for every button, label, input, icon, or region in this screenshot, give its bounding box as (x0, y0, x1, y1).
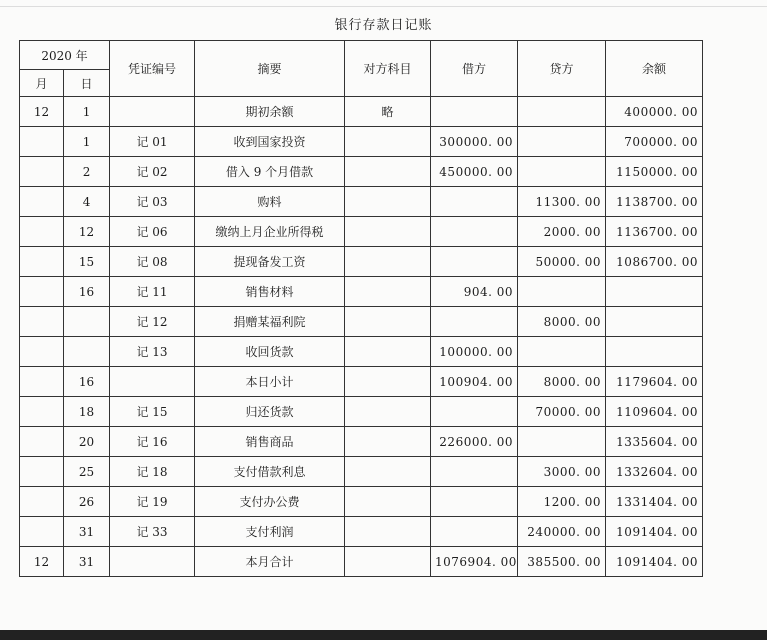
day-cell: 2 (64, 157, 110, 187)
ledger-title: 银行存款日记账 (334, 18, 433, 33)
summary-cell: 支付借款利息 (195, 457, 345, 487)
day-cell: 26 (64, 487, 110, 517)
credit-cell: 8000. 00 (518, 367, 606, 397)
voucher-cell: 记 18 (110, 457, 195, 487)
voucher-cell: 记 03 (110, 187, 195, 217)
debit-cell: 226000. 00 (431, 427, 518, 457)
voucher-cell: 记 11 (110, 277, 195, 307)
day-cell: 25 (64, 457, 110, 487)
contra-account-cell (345, 277, 431, 307)
voucher-cell: 记 19 (110, 487, 195, 517)
table-row (20, 307, 703, 337)
debit-cell (431, 397, 518, 427)
table-row (20, 397, 703, 427)
contra-account-cell (345, 457, 431, 487)
summary-cell: 借入 9 个月借款 (195, 157, 345, 187)
day-header: 日 (64, 70, 110, 97)
table-row (20, 217, 703, 247)
bank-deposit-journal-table (19, 40, 703, 577)
table-row (20, 187, 703, 217)
debit-cell: 1076904. 00 (431, 547, 518, 577)
summary-cell: 本日小计 (195, 367, 345, 397)
balance-cell: 1091404. 00 (606, 517, 703, 547)
voucher-cell: 记 16 (110, 427, 195, 457)
summary-cell: 支付办公费 (195, 487, 345, 517)
debit-cell (431, 97, 518, 127)
balance-cell: 1109604. 00 (606, 397, 703, 427)
credit-cell: 8000. 00 (518, 307, 606, 337)
debit-cell (431, 217, 518, 247)
contra-account-cell (345, 397, 431, 427)
credit-header: 贷方 (518, 41, 606, 97)
credit-cell: 385500. 00 (518, 547, 606, 577)
contra-account-cell (345, 187, 431, 217)
debit-cell (431, 517, 518, 547)
debit-cell (431, 307, 518, 337)
month-cell: 12 (20, 97, 64, 127)
month-cell (20, 277, 64, 307)
day-cell: 18 (64, 397, 110, 427)
contra-account-cell (345, 307, 431, 337)
table-row (20, 337, 703, 367)
debit-cell: 100000. 00 (431, 337, 518, 367)
table-row (20, 157, 703, 187)
balance-cell (606, 307, 703, 337)
month-cell (20, 127, 64, 157)
summary-cell: 期初余额 (195, 97, 345, 127)
table-row (20, 457, 703, 487)
summary-cell: 缴纳上月企业所得税 (195, 217, 345, 247)
credit-cell (518, 157, 606, 187)
debit-cell: 100904. 00 (431, 367, 518, 397)
credit-cell: 1200. 00 (518, 487, 606, 517)
contra-account-cell (345, 217, 431, 247)
contra-account-cell (345, 337, 431, 367)
table-row (20, 367, 703, 397)
voucher-cell: 记 15 (110, 397, 195, 427)
day-cell: 16 (64, 277, 110, 307)
month-cell (20, 517, 64, 547)
month-cell (20, 247, 64, 277)
month-header: 月 (20, 70, 64, 97)
balance-cell: 1335604. 00 (606, 427, 703, 457)
summary-cell: 收到国家投资 (195, 127, 345, 157)
contra-account-cell (345, 157, 431, 187)
table-row (20, 487, 703, 517)
credit-cell: 11300. 00 (518, 187, 606, 217)
debit-cell: 904. 00 (431, 277, 518, 307)
summary-cell: 归还货款 (195, 397, 345, 427)
balance-cell: 1331404. 00 (606, 487, 703, 517)
month-cell (20, 367, 64, 397)
credit-cell: 2000. 00 (518, 217, 606, 247)
day-cell: 12 (64, 217, 110, 247)
debit-cell (431, 187, 518, 217)
balance-cell: 400000. 00 (606, 97, 703, 127)
contra-account-cell (345, 127, 431, 157)
month-cell (20, 187, 64, 217)
credit-cell (518, 277, 606, 307)
voucher-header: 凭证编号 (110, 41, 195, 97)
credit-cell: 3000. 00 (518, 457, 606, 487)
day-cell: 4 (64, 187, 110, 217)
voucher-cell: 记 33 (110, 517, 195, 547)
summary-cell: 提现备发工资 (195, 247, 345, 277)
table-row (20, 247, 703, 277)
contra-account-cell: 略 (345, 97, 431, 127)
voucher-cell (110, 97, 195, 127)
balance-cell (606, 277, 703, 307)
day-cell: 15 (64, 247, 110, 277)
month-cell (20, 307, 64, 337)
month-cell (20, 457, 64, 487)
cropped-bottom-edge (0, 630, 767, 640)
contra-account-cell (345, 427, 431, 457)
contra-account-cell (345, 547, 431, 577)
balance-cell: 1138700. 00 (606, 187, 703, 217)
voucher-cell (110, 547, 195, 577)
balance-header: 余额 (606, 41, 703, 97)
voucher-cell: 记 08 (110, 247, 195, 277)
voucher-cell: 记 13 (110, 337, 195, 367)
credit-cell (518, 97, 606, 127)
summary-cell: 销售商品 (195, 427, 345, 457)
balance-cell (606, 337, 703, 367)
credit-cell: 240000. 00 (518, 517, 606, 547)
day-cell: 1 (64, 127, 110, 157)
balance-cell: 1332604. 00 (606, 457, 703, 487)
credit-cell (518, 127, 606, 157)
table-row (20, 97, 703, 127)
contra-account-cell (345, 367, 431, 397)
voucher-cell (110, 367, 195, 397)
month-cell (20, 157, 64, 187)
cropped-top-edge (0, 0, 767, 7)
debit-header: 借方 (431, 41, 518, 97)
balance-cell: 1086700. 00 (606, 247, 703, 277)
summary-cell: 支付利润 (195, 517, 345, 547)
summary-cell: 收回货款 (195, 337, 345, 367)
contra-account-cell (345, 517, 431, 547)
debit-cell (431, 457, 518, 487)
contra-account-cell (345, 487, 431, 517)
year-header: 2020 年 (20, 41, 110, 70)
summary-header: 摘要 (195, 41, 345, 97)
balance-cell: 1179604. 00 (606, 367, 703, 397)
day-cell: 31 (64, 547, 110, 577)
table-row (20, 277, 703, 307)
contra-account-cell (345, 247, 431, 277)
contra-account-header: 对方科目 (345, 41, 431, 97)
month-cell (20, 487, 64, 517)
day-cell: 16 (64, 367, 110, 397)
day-cell (64, 307, 110, 337)
voucher-cell: 记 06 (110, 217, 195, 247)
debit-cell: 300000. 00 (431, 127, 518, 157)
month-cell (20, 397, 64, 427)
voucher-cell: 记 02 (110, 157, 195, 187)
voucher-cell: 记 01 (110, 127, 195, 157)
table-row (20, 127, 703, 157)
credit-cell: 70000. 00 (518, 397, 606, 427)
credit-cell (518, 337, 606, 367)
credit-cell: 50000. 00 (518, 247, 606, 277)
month-cell (20, 337, 64, 367)
table-row (20, 427, 703, 457)
balance-cell: 1150000. 00 (606, 157, 703, 187)
summary-cell: 购料 (195, 187, 345, 217)
balance-cell: 1136700. 00 (606, 217, 703, 247)
day-cell: 20 (64, 427, 110, 457)
debit-cell (431, 247, 518, 277)
header-row-top (20, 41, 703, 70)
day-cell (64, 337, 110, 367)
voucher-cell: 记 12 (110, 307, 195, 337)
debit-cell: 450000. 00 (431, 157, 518, 187)
summary-cell: 本月合计 (195, 547, 345, 577)
day-cell: 31 (64, 517, 110, 547)
credit-cell (518, 427, 606, 457)
table-row (20, 547, 703, 577)
month-cell (20, 217, 64, 247)
balance-cell: 700000. 00 (606, 127, 703, 157)
balance-cell: 1091404. 00 (606, 547, 703, 577)
ledger-body (20, 97, 703, 577)
month-cell: 12 (20, 547, 64, 577)
month-cell (20, 427, 64, 457)
debit-cell (431, 487, 518, 517)
day-cell: 1 (64, 97, 110, 127)
table-row (20, 517, 703, 547)
summary-cell: 捐赠某福利院 (195, 307, 345, 337)
summary-cell: 销售材料 (195, 277, 345, 307)
